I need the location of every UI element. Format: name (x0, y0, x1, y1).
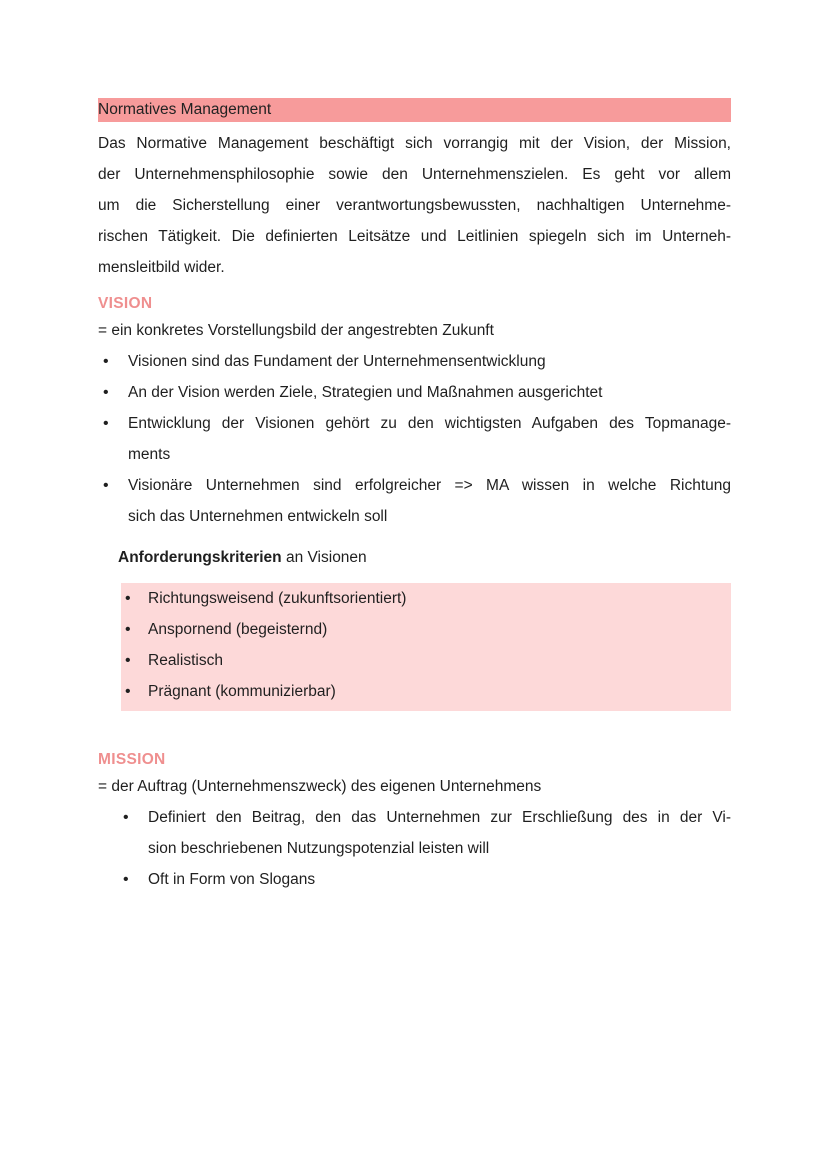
mission-definition: = der Auftrag (Unternehmenszweck) des eigenen Unternehmens (98, 778, 542, 795)
list-item: • Definiert den Beitrag, den das Unternehmen zur Erschließung des in der Vi- sion beschriebenen Nutzungspotenzial leisten will (118, 802, 731, 864)
list-item: • Entwicklung der Visionen gehört zu den wichtigsten Aufgaben des Topmanage- ments (98, 408, 731, 470)
criteria-list (121, 583, 731, 707)
list-item: • An der Vision werden Ziele, Strategien und Maßnahmen ausgerichtet (98, 377, 731, 408)
vision-bullet-list (98, 346, 731, 532)
section-heading: Normatives Management (98, 98, 731, 122)
criteria-label (98, 542, 731, 573)
mission-title: MISSION (98, 751, 166, 768)
criteria-box (121, 583, 731, 711)
list-item: • Oft in Form von Slogans (118, 864, 731, 895)
intro-line: um die Sicherstellung einer verantwortungsbewussten, nachhaltigen Unternehme- (98, 197, 731, 214)
mission-bullet-list (118, 802, 731, 895)
vision-title: VISION (98, 295, 153, 312)
list-item: • Prägnant (kommunizierbar) (121, 676, 731, 707)
intro-line: rischen Tätigkeit. Die definierten Leitsätze und Leitlinien spiegeln sich im Unterneh- (98, 228, 731, 245)
criteria-label-rest: an Visionen (281, 549, 367, 566)
intro-paragraph (98, 128, 731, 283)
intro-line: der Unternehmensphilosophie sowie den Unternehmenszielen. Es geht vor allem (98, 166, 731, 183)
list-item: • Anspornend (begeisternd) (121, 614, 731, 645)
list-item: • Richtungsweisend (zukunftsorientiert) (121, 583, 731, 614)
list-item: • Visionäre Unternehmen sind erfolgreicher => MA wissen in welche Richtung sich das Unternehmen entwickeln soll (98, 470, 731, 532)
intro-line: mensleitbild wider. (98, 259, 225, 276)
list-item: • Visionen sind das Fundament der Unternehmensentwicklung (98, 346, 731, 377)
vision-definition: = ein konkretes Vorstellungsbild der angestrebten Zukunft (98, 322, 494, 339)
intro-line: Das Normative Management beschäftigt sich vorrangig mit der Vision, der Mission, (98, 135, 731, 152)
mission-list-wrap (98, 802, 731, 895)
criteria-label-bold: Anforderungskriterien (118, 549, 282, 566)
list-item: • Realistisch (121, 645, 731, 676)
document-page (98, 98, 731, 895)
